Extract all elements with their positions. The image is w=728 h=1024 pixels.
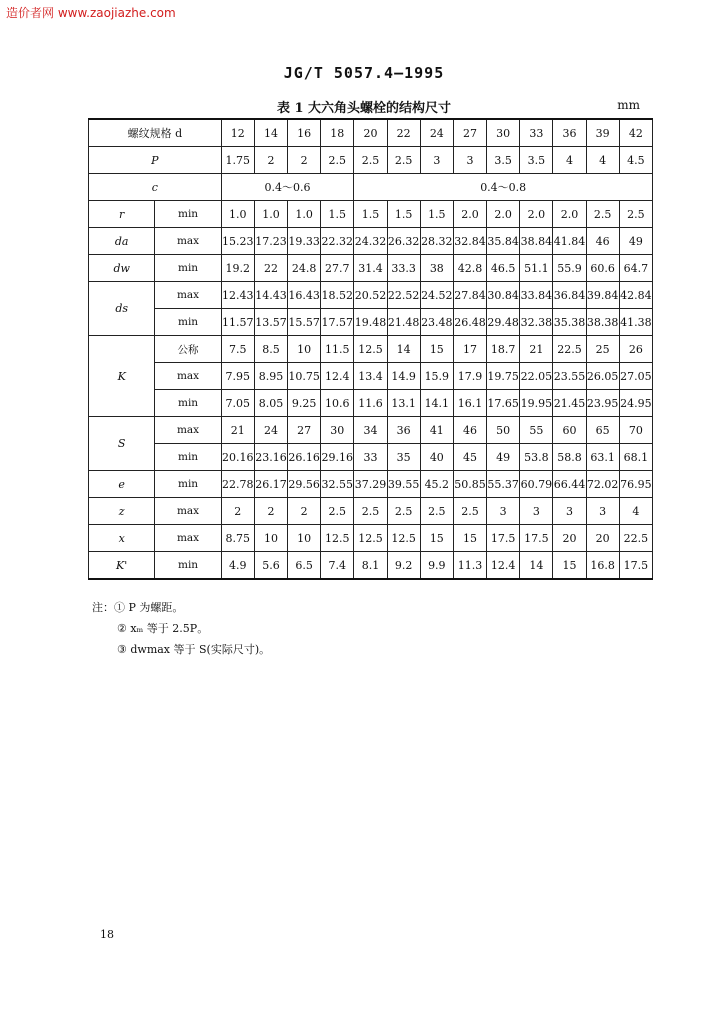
- row-label-x: x: [89, 525, 155, 552]
- table-cell: 6.5: [288, 552, 321, 580]
- table-cell: 60.6: [586, 255, 619, 282]
- table-row-dw: [89, 255, 653, 282]
- table-cell: 21.45: [553, 390, 586, 417]
- table-cell: 55: [520, 417, 553, 444]
- table-cell: 26.48: [453, 309, 486, 336]
- table-cell: 22.78: [221, 471, 254, 498]
- table-cell: 7.5: [221, 336, 254, 363]
- table-cell: 32.55: [321, 471, 354, 498]
- table-cell: 30: [321, 417, 354, 444]
- table-cell: 3: [453, 147, 486, 174]
- table-cell: 35.38: [553, 309, 586, 336]
- table-row-thread-size: [89, 119, 653, 147]
- row-limit: max: [155, 417, 221, 444]
- table-cell: 10.6: [321, 390, 354, 417]
- table-cell: 9.25: [288, 390, 321, 417]
- table-cell: 15: [453, 525, 486, 552]
- table-cell: 3: [520, 498, 553, 525]
- table-cell: 1.5: [420, 201, 453, 228]
- table-cell: 22.52: [387, 282, 420, 309]
- table-cell: 21: [520, 336, 553, 363]
- table-cell: 22.5: [619, 525, 652, 552]
- table-cell: 8.5: [254, 336, 287, 363]
- table-cell: 4: [586, 147, 619, 174]
- table-cell: 22: [254, 255, 287, 282]
- row-limit: min: [155, 309, 221, 336]
- table-cell: 66.44: [553, 471, 586, 498]
- table-cell: 20.52: [354, 282, 387, 309]
- table-cell: 22.32: [321, 228, 354, 255]
- standard-code: JG/T 5057.4—1995: [283, 64, 445, 82]
- table-cell: 15: [420, 525, 453, 552]
- table-row-x: [89, 525, 653, 552]
- table-cell: 2.5: [354, 498, 387, 525]
- table-cell: 49: [619, 228, 652, 255]
- table-cell: 10: [288, 336, 321, 363]
- table-cell: 1.5: [321, 201, 354, 228]
- table-row-k-prime: [89, 552, 653, 580]
- table-cell: 14.43: [254, 282, 287, 309]
- table-row-ds-max: [89, 282, 653, 309]
- table-cell: 10.75: [288, 363, 321, 390]
- table-notes: [92, 597, 270, 660]
- table-cell: 1.5: [354, 201, 387, 228]
- note-1: 注：① P 为螺距。: [92, 601, 184, 614]
- table-cell: 3: [420, 147, 453, 174]
- table-cell-c-range-b: 0.4～0.8: [354, 174, 653, 201]
- table-cell: 16.8: [586, 552, 619, 580]
- table-cell: 4: [619, 498, 652, 525]
- bolt-dimension-table: [88, 118, 653, 580]
- table-cell: 19.95: [520, 390, 553, 417]
- table-cell: 24: [254, 417, 287, 444]
- table-cell: 70: [619, 417, 652, 444]
- column-header: 20: [354, 119, 387, 147]
- row-label-ds: ds: [89, 282, 155, 336]
- table-cell: 38.84: [520, 228, 553, 255]
- table-cell: 42.8: [453, 255, 486, 282]
- table-cell: 2.0: [453, 201, 486, 228]
- table-cell: 37.29: [354, 471, 387, 498]
- row-limit: max: [155, 282, 221, 309]
- table-cell: 29.48: [487, 309, 520, 336]
- table-cell: 3: [586, 498, 619, 525]
- table-cell: 53.8: [520, 444, 553, 471]
- table-cell: 15.57: [288, 309, 321, 336]
- table-cell: 45: [453, 444, 486, 471]
- column-header: 14: [254, 119, 287, 147]
- table-cell: 15: [553, 552, 586, 580]
- table-cell: 39.55: [387, 471, 420, 498]
- table-cell: 65: [586, 417, 619, 444]
- table-cell: 2.5: [321, 147, 354, 174]
- table-cell: 50.85: [453, 471, 486, 498]
- table-cell: 51.1: [520, 255, 553, 282]
- column-header: 12: [221, 119, 254, 147]
- table-cell-c-range-a: 0.4～0.6: [221, 174, 354, 201]
- row-label-r: r: [89, 201, 155, 228]
- row-label-da: da: [89, 228, 155, 255]
- table-cell: 2.5: [387, 498, 420, 525]
- table-cell: 11.57: [221, 309, 254, 336]
- table-cell: 4.9: [221, 552, 254, 580]
- table-cell: 2.5: [453, 498, 486, 525]
- table-cell: 21: [221, 417, 254, 444]
- table-cell: 12.4: [487, 552, 520, 580]
- table-cell: 12.5: [321, 525, 354, 552]
- table-cell: 23.95: [586, 390, 619, 417]
- table-cell: 32.84: [453, 228, 486, 255]
- table-cell: 23.55: [553, 363, 586, 390]
- column-header: 18: [321, 119, 354, 147]
- table-cell: 27: [288, 417, 321, 444]
- table-unit: mm: [617, 98, 640, 112]
- page-number: 18: [100, 928, 114, 941]
- table-cell: 60.79: [520, 471, 553, 498]
- note-2: ② xₘ 等于 2.5P。: [117, 622, 209, 635]
- table-cell: 42.84: [619, 282, 652, 309]
- table-cell: 2.5: [420, 498, 453, 525]
- table-cell: 34: [354, 417, 387, 444]
- table-row-k-min: [89, 390, 653, 417]
- table-cell: 15: [420, 336, 453, 363]
- row-label-e: e: [89, 471, 155, 498]
- table-cell: 11.6: [354, 390, 387, 417]
- table-cell: 8.95: [254, 363, 287, 390]
- table-cell: 17.5: [619, 552, 652, 580]
- table-cell: 24.52: [420, 282, 453, 309]
- row-limit: min: [155, 201, 221, 228]
- table-cell: 1.0: [288, 201, 321, 228]
- table-cell: 9.9: [420, 552, 453, 580]
- column-header: 16: [288, 119, 321, 147]
- table-cell: 60: [553, 417, 586, 444]
- table-cell: 76.95: [619, 471, 652, 498]
- row-limit: 公称: [155, 336, 221, 363]
- table-cell: 29.16: [321, 444, 354, 471]
- table-row-r: [89, 201, 653, 228]
- column-header: 36: [553, 119, 586, 147]
- table-row-k-nominal: [89, 336, 653, 363]
- table-cell: 15.23: [221, 228, 254, 255]
- table-cell: 33.3: [387, 255, 420, 282]
- table-cell: 27.84: [453, 282, 486, 309]
- table-row-e: [89, 471, 653, 498]
- table-cell: 2.5: [387, 147, 420, 174]
- table-cell: 10: [254, 525, 287, 552]
- table-cell: 17.57: [321, 309, 354, 336]
- table-cell: 7.95: [221, 363, 254, 390]
- table-cell: 46: [453, 417, 486, 444]
- table-cell: 26.05: [586, 363, 619, 390]
- table-cell: 3.5: [520, 147, 553, 174]
- table-cell: 13.4: [354, 363, 387, 390]
- table-cell: 22.05: [520, 363, 553, 390]
- table-cell: 33.84: [520, 282, 553, 309]
- table-cell: 14.1: [420, 390, 453, 417]
- table-cell: 4.5: [619, 147, 652, 174]
- table-cell: 55.37: [487, 471, 520, 498]
- table-row-ds-min: [89, 309, 653, 336]
- column-header: 42: [619, 119, 652, 147]
- table-cell: 24.95: [619, 390, 652, 417]
- table-cell: 2: [288, 147, 321, 174]
- table-cell: 9.2: [387, 552, 420, 580]
- table-cell: 2.0: [487, 201, 520, 228]
- row-limit: max: [155, 363, 221, 390]
- table-cell: 19.75: [487, 363, 520, 390]
- table-cell: 12.5: [354, 336, 387, 363]
- table-cell: 16.43: [288, 282, 321, 309]
- table-cell: 23.48: [420, 309, 453, 336]
- table-cell: 36.84: [553, 282, 586, 309]
- table-row-c: [89, 174, 653, 201]
- table-cell: 8.1: [354, 552, 387, 580]
- table-row-da: [89, 228, 653, 255]
- table-cell: 26.32: [387, 228, 420, 255]
- table-cell: 21.48: [387, 309, 420, 336]
- table-cell: 26.16: [288, 444, 321, 471]
- table-cell: 72.02: [586, 471, 619, 498]
- header-cell-thread-size: 螺纹规格 d: [89, 119, 222, 147]
- table-cell: 14: [387, 336, 420, 363]
- table-cell: 2.5: [354, 147, 387, 174]
- table-cell: 32.38: [520, 309, 553, 336]
- table-cell: 17.5: [487, 525, 520, 552]
- row-label-k: K: [89, 336, 155, 417]
- column-header: 24: [420, 119, 453, 147]
- table-cell: 36: [387, 417, 420, 444]
- table-cell: 46.5: [487, 255, 520, 282]
- table-cell: 2.0: [520, 201, 553, 228]
- table-cell: 40: [420, 444, 453, 471]
- table-cell: 23.16: [254, 444, 287, 471]
- table-cell: 38.38: [586, 309, 619, 336]
- table-title: 表 1 大六角头螺栓的结构尺寸: [276, 101, 452, 116]
- table-cell: 1.75: [221, 147, 254, 174]
- table-cell: 27.05: [619, 363, 652, 390]
- table-cell: 31.4: [354, 255, 387, 282]
- table-cell: 64.7: [619, 255, 652, 282]
- table-cell: 2: [288, 498, 321, 525]
- table-cell: 28.32: [420, 228, 453, 255]
- table-cell: 7.05: [221, 390, 254, 417]
- table-cell: 68.1: [619, 444, 652, 471]
- table-cell: 11.5: [321, 336, 354, 363]
- table-cell: 2.0: [553, 201, 586, 228]
- table-row-s-max: [89, 417, 653, 444]
- table-cell: 1.0: [254, 201, 287, 228]
- table-cell: 2.5: [619, 201, 652, 228]
- table-cell: 12.5: [354, 525, 387, 552]
- table-cell: 38: [420, 255, 453, 282]
- row-label-dw: dw: [89, 255, 155, 282]
- table-row-pitch: [89, 147, 653, 174]
- table-cell: 46: [586, 228, 619, 255]
- table-cell: 3: [487, 498, 520, 525]
- table-cell: 49: [487, 444, 520, 471]
- table-cell: 18.7: [487, 336, 520, 363]
- table-cell: 4: [553, 147, 586, 174]
- watermark-text: 造价者网 www.zaojiazhe.com: [6, 6, 176, 20]
- table-cell: 8.05: [254, 390, 287, 417]
- table-cell: 8.75: [221, 525, 254, 552]
- row-limit: max: [155, 498, 221, 525]
- row-limit: max: [155, 525, 221, 552]
- table-cell: 17.5: [520, 525, 553, 552]
- table-row-z: [89, 498, 653, 525]
- table-cell: 39.84: [586, 282, 619, 309]
- table-cell: 24.32: [354, 228, 387, 255]
- table-cell: 25: [586, 336, 619, 363]
- table-cell: 19.2: [221, 255, 254, 282]
- table-cell: 20: [586, 525, 619, 552]
- table-cell: 24.8: [288, 255, 321, 282]
- table-cell: 13.1: [387, 390, 420, 417]
- table-cell: 63.1: [586, 444, 619, 471]
- table-cell: 12.4: [321, 363, 354, 390]
- table-cell: 16.1: [453, 390, 486, 417]
- table-cell: 1.0: [221, 201, 254, 228]
- table-row-s-min: [89, 444, 653, 471]
- table-cell: 1.5: [387, 201, 420, 228]
- table-cell: 3: [553, 498, 586, 525]
- table-cell: 2: [254, 498, 287, 525]
- row-limit: min: [155, 444, 221, 471]
- column-header: 33: [520, 119, 553, 147]
- table-cell: 20.16: [221, 444, 254, 471]
- column-header: 22: [387, 119, 420, 147]
- column-header: 39: [586, 119, 619, 147]
- table-cell: 33: [354, 444, 387, 471]
- note-3: ③ dwmax 等于 S(实际尺寸)。: [117, 643, 271, 656]
- table-cell: 22.5: [553, 336, 586, 363]
- row-limit: min: [155, 552, 221, 580]
- table-cell: 12.43: [221, 282, 254, 309]
- table-cell: 35.84: [487, 228, 520, 255]
- table-row-k-max: [89, 363, 653, 390]
- table-cell: 41.84: [553, 228, 586, 255]
- table-cell: 19.33: [288, 228, 321, 255]
- table-cell: 50: [487, 417, 520, 444]
- table-cell: 12.5: [387, 525, 420, 552]
- row-limit: min: [155, 255, 221, 282]
- table-cell: 11.3: [453, 552, 486, 580]
- table-cell: 27.7: [321, 255, 354, 282]
- table-cell: 13.57: [254, 309, 287, 336]
- table-cell: 14.9: [387, 363, 420, 390]
- table-cell: 10: [288, 525, 321, 552]
- table-cell: 7.4: [321, 552, 354, 580]
- table-cell: 41.38: [619, 309, 652, 336]
- table-cell: 5.6: [254, 552, 287, 580]
- row-limit: min: [155, 471, 221, 498]
- column-header: 30: [487, 119, 520, 147]
- table-cell: 45.2: [420, 471, 453, 498]
- table-cell: 35: [387, 444, 420, 471]
- row-label-c: c: [89, 174, 222, 201]
- row-label-s: S: [89, 417, 155, 471]
- table-cell: 26.17: [254, 471, 287, 498]
- table-cell: 2: [221, 498, 254, 525]
- table-cell: 2: [254, 147, 287, 174]
- row-limit: max: [155, 228, 221, 255]
- row-label-k-prime: K': [89, 552, 155, 580]
- row-limit: min: [155, 390, 221, 417]
- table-cell: 29.56: [288, 471, 321, 498]
- table-cell: 26: [619, 336, 652, 363]
- table-cell: 19.48: [354, 309, 387, 336]
- table-cell: 18.52: [321, 282, 354, 309]
- column-header: 27: [453, 119, 486, 147]
- row-label-z: z: [89, 498, 155, 525]
- table-cell: 41: [420, 417, 453, 444]
- table-cell: 17.9: [453, 363, 486, 390]
- table-cell: 2.5: [586, 201, 619, 228]
- row-label-p: P: [89, 147, 222, 174]
- table-cell: 17.23: [254, 228, 287, 255]
- table-cell: 3.5: [487, 147, 520, 174]
- table-cell: 17: [453, 336, 486, 363]
- table-cell: 55.9: [553, 255, 586, 282]
- table-cell: 17.65: [487, 390, 520, 417]
- table-cell: 14: [520, 552, 553, 580]
- table-cell: 2.5: [321, 498, 354, 525]
- table-cell: 15.9: [420, 363, 453, 390]
- table-cell: 20: [553, 525, 586, 552]
- table-cell: 58.8: [553, 444, 586, 471]
- table-cell: 30.84: [487, 282, 520, 309]
